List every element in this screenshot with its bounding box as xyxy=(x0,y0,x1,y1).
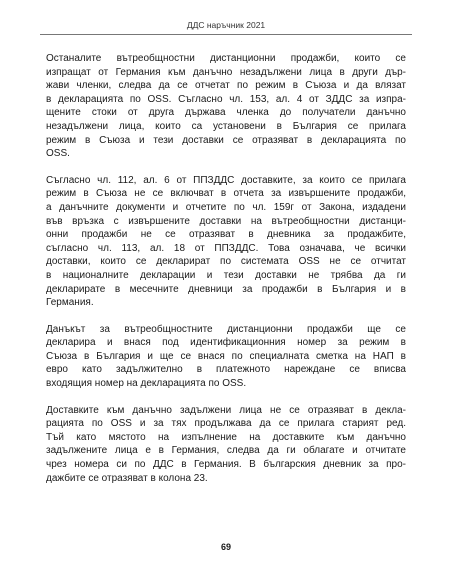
header-divider xyxy=(40,34,412,35)
text-line: изпращат от Германия към данъчно незадължени лица в други дър- xyxy=(46,66,406,78)
text-line: доставки, които се декларират по системата OSS не се отчитат xyxy=(46,256,406,268)
text-line: а данъчните документи и отчетите по чл. 159г от Закона, издадени xyxy=(46,201,406,213)
text-line: декларирате в месечните дневници за продажби в България и в xyxy=(46,283,406,295)
text-line: незадължени лица, които са установени в България се прилага xyxy=(46,120,406,132)
text-line: дажбите се отразяват в колона 23. xyxy=(46,472,208,484)
text-line: щените стоки от друга държава членка до получатели данъчно xyxy=(46,107,406,119)
text-line: жави членки, следва да се отчетат по режим в Съюза и да влязат xyxy=(46,80,406,92)
text-line: в декларацията по OSS. Съгласно чл. 153, ал. 4 от ЗДДС за изпра- xyxy=(46,93,406,105)
paragraph xyxy=(46,174,406,310)
text-line: евро като задължително в платежното нареждане се вписва xyxy=(46,364,406,376)
text-line: съгласно чл. 113, ал. 18 от ППЗДДС. Това означава, че всички xyxy=(46,242,406,254)
text-line: в националните декларации и тези доставки не трябва да ги xyxy=(46,269,406,281)
text-line: OSS. xyxy=(46,148,70,160)
text-line: режим в Съюза и тези доставки се отразяват в декларацията по xyxy=(46,134,406,146)
text-line: онни продажби не се отразяват в дневника за продажбите, xyxy=(46,229,406,241)
page-body xyxy=(46,52,406,498)
text-line: декларира и внася под идентификационния номер за режим в xyxy=(46,337,406,349)
text-line: във връзка с извършените доставки на вътреобщностни дистанци- xyxy=(46,215,406,227)
text-line: Доставките към данъчно задължени лица не се отразяват в декла- xyxy=(46,404,406,416)
paragraph xyxy=(46,404,406,486)
text-line: чрез номера си по ДДС в Германия. В българския дневник за про- xyxy=(46,459,406,471)
paragraph xyxy=(46,323,406,391)
text-line: рацията по OSS и за тях продължава да се прилага старият ред. xyxy=(46,418,406,430)
text-line: Съгласно чл. 112, ал. 6 от ППЗДДС доставките, за които се прилага xyxy=(46,174,406,186)
text-line: Съюза в България и ще се внася по специалната сметка на НАП в xyxy=(46,350,406,362)
text-line: Данъкът за вътреобщностните дистанционни продажби ще се xyxy=(46,323,406,335)
text-line: Тъй като мястото на изпълнение на доставките към данъчно xyxy=(46,431,406,443)
paragraph xyxy=(46,52,406,161)
text-line: задължените лица е в Германия, следва да ги облагате и отчитате xyxy=(46,445,406,457)
page-number: 69 xyxy=(220,542,231,552)
text-line: Германия. xyxy=(46,297,94,309)
text-line: входящия номер на декларацията по OSS. xyxy=(46,378,247,390)
running-header: ДДС наръчник 2021 xyxy=(186,20,266,30)
text-line: Останалите вътреобщностни дистанционни продажби, които се xyxy=(46,53,406,64)
text-line: режим в Съюза не се включват в отчета за извършените продажби, xyxy=(46,188,406,200)
